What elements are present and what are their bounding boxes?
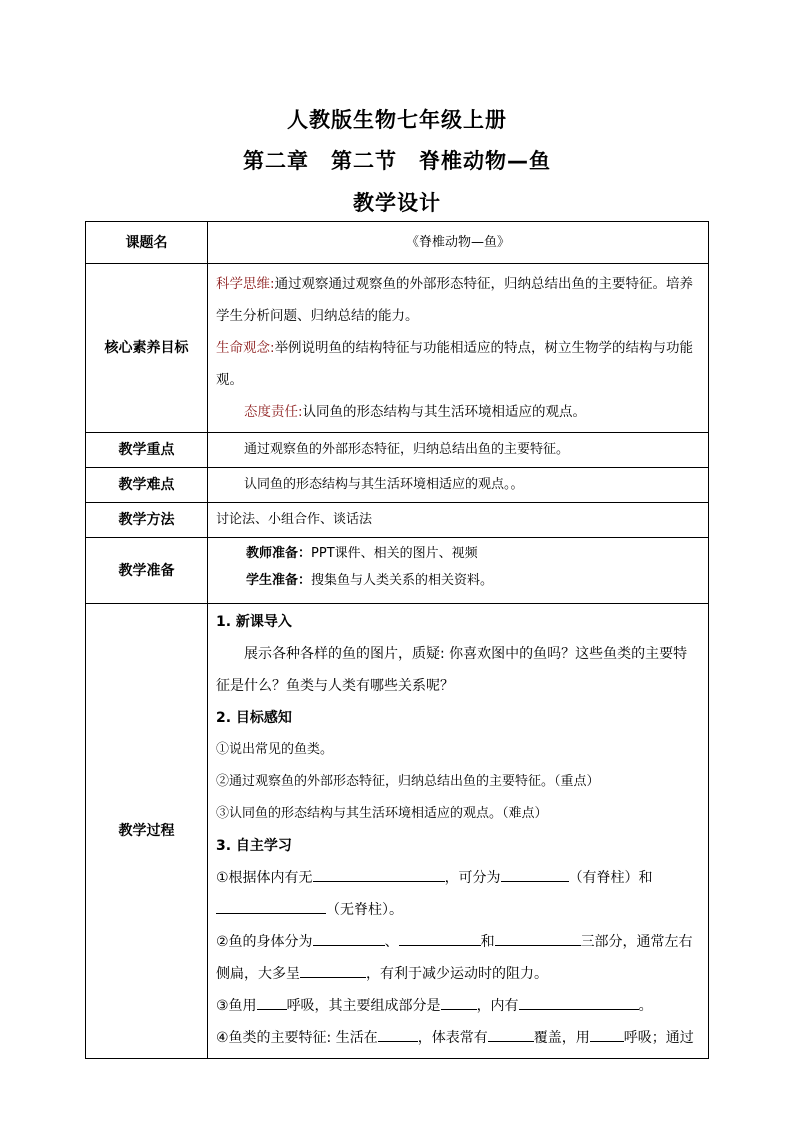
key-point-text: 通过观察鱼的外部形态特征，归纳总结出鱼的主要特征。 (208, 433, 709, 468)
difficult-point-text: 认同鱼的形态结构与其生活环境相适应的观点。。 (208, 468, 709, 503)
q4-part: 覆盖，用 (533, 1030, 590, 1046)
table-row (86, 222, 709, 264)
blank-line (300, 963, 366, 978)
sci-thinking-tag: 科学思维: (216, 276, 275, 292)
question-1 (216, 862, 700, 926)
q1-part: ①根据体内有无 (216, 870, 313, 886)
doc-title-line3: 教学设计 (353, 191, 441, 215)
method-text: 讨论法、小组合作、谈话法 (208, 503, 709, 538)
goal-item: ③认同鱼的形态结构与其生活环境相适应的观点。（难点） (216, 806, 548, 821)
row-label-method: 教学方法 (86, 503, 208, 538)
blank-line (519, 995, 639, 1010)
q3-part: 呼吸，其主要组成部分是 (286, 998, 441, 1014)
life-concept-text: 举例说明鱼的结构特征与功能相适应的特点，树立生物学的结构与功能观。 (216, 340, 694, 388)
q3-part: 。 (638, 998, 653, 1014)
blank-line (501, 867, 569, 882)
blank-line (495, 931, 581, 946)
q2-part: ，有利于减少运动时的阻力。 (366, 966, 548, 982)
blank-line (441, 995, 477, 1010)
section-intro-text: 展示各种各样的鱼的图片，质疑: 你喜欢图中的鱼吗？这些鱼类的主要特征是什么？鱼类与人类有哪些关系呢？ (216, 646, 688, 694)
row-label-process: 教学过程 (86, 604, 208, 1059)
question-3 (216, 990, 700, 1022)
q4-part: 呼吸；通过 (623, 1030, 694, 1046)
q4-part: ④鱼类的主要特征: 生活在 (216, 1030, 378, 1046)
q1-part: （无脊柱）。 (326, 902, 403, 918)
q1-part: （有脊柱）和 (568, 870, 653, 886)
student-prep-tag: 学生准备： (246, 573, 312, 588)
section-intro-heading: 1. 新课导入 (216, 614, 292, 630)
blank-line (399, 931, 481, 946)
lesson-plan-table (85, 221, 709, 1059)
q3-part: ③鱼用 (216, 998, 257, 1014)
teacher-prep-tag: 教师准备： (246, 546, 312, 561)
blank-line (257, 995, 287, 1010)
section-self-study-heading: 3. 自主学习 (216, 838, 292, 854)
table-row (86, 503, 709, 538)
question-4 (216, 1022, 700, 1054)
process-cell (208, 604, 709, 1059)
blank-line (313, 931, 385, 946)
blank-line (313, 867, 445, 882)
row-label-topic: 课题名 (86, 222, 208, 264)
goal-item: ①说出常见的鱼类。 (216, 742, 334, 757)
goal-item: ②通过观察鱼的外部形态特征，归纳总结出鱼的主要特征。（重点） (216, 774, 600, 789)
prep-cell (208, 538, 709, 604)
blank-line (590, 1027, 624, 1042)
topic-value: 《脊椎动物—鱼》 (208, 222, 709, 264)
row-label-prep: 教学准备 (86, 538, 208, 604)
q2-part: 三部分，通常左右侧扁，大多呈 (216, 934, 693, 982)
q2-part: 、 (384, 934, 399, 950)
row-label-difficult: 教学难点 (86, 468, 208, 503)
table-row (86, 433, 709, 468)
attitude-text: 认同鱼的形态结构与其生活环境相适应的观点。 (302, 404, 587, 420)
doc-title-line1: 人教版生物七年级上册 (287, 108, 507, 132)
q2-part: ②鱼的身体分为 (216, 934, 313, 950)
q1-part: ，可分为 (444, 870, 501, 886)
student-prep-text: 搜集鱼与人类关系的相关资料。 (311, 573, 494, 588)
attitude-tag: 态度责任: (244, 404, 303, 420)
table-row (86, 468, 709, 503)
blank-line (378, 1027, 418, 1042)
row-label-key: 教学重点 (86, 433, 208, 468)
section-goals-heading: 2. 目标感知 (216, 710, 292, 726)
table-row (86, 604, 709, 1059)
table-row (86, 264, 709, 433)
row-label-core: 核心素养目标 (86, 264, 208, 433)
table-row (86, 538, 709, 604)
blank-line (488, 1027, 534, 1042)
q4-part: ，体表常有 (417, 1030, 488, 1046)
life-concept-tag: 生命观念: (216, 340, 275, 356)
blank-line (216, 899, 326, 914)
sci-thinking-text: 通过观察通过观察鱼的外部形态特征，归纳总结出鱼的主要特征。培养学生分析问题、归纳总结的能力。 (216, 276, 694, 324)
question-2 (216, 926, 700, 990)
core-goals-cell (208, 264, 709, 433)
q2-part: 和 (480, 934, 495, 950)
q3-part: ，内有 (476, 998, 519, 1014)
teacher-prep-text: PPT课件、相关的图片、视频 (311, 546, 478, 561)
doc-title-line2: 第二章 第二节 脊椎动物—鱼 (243, 149, 551, 173)
